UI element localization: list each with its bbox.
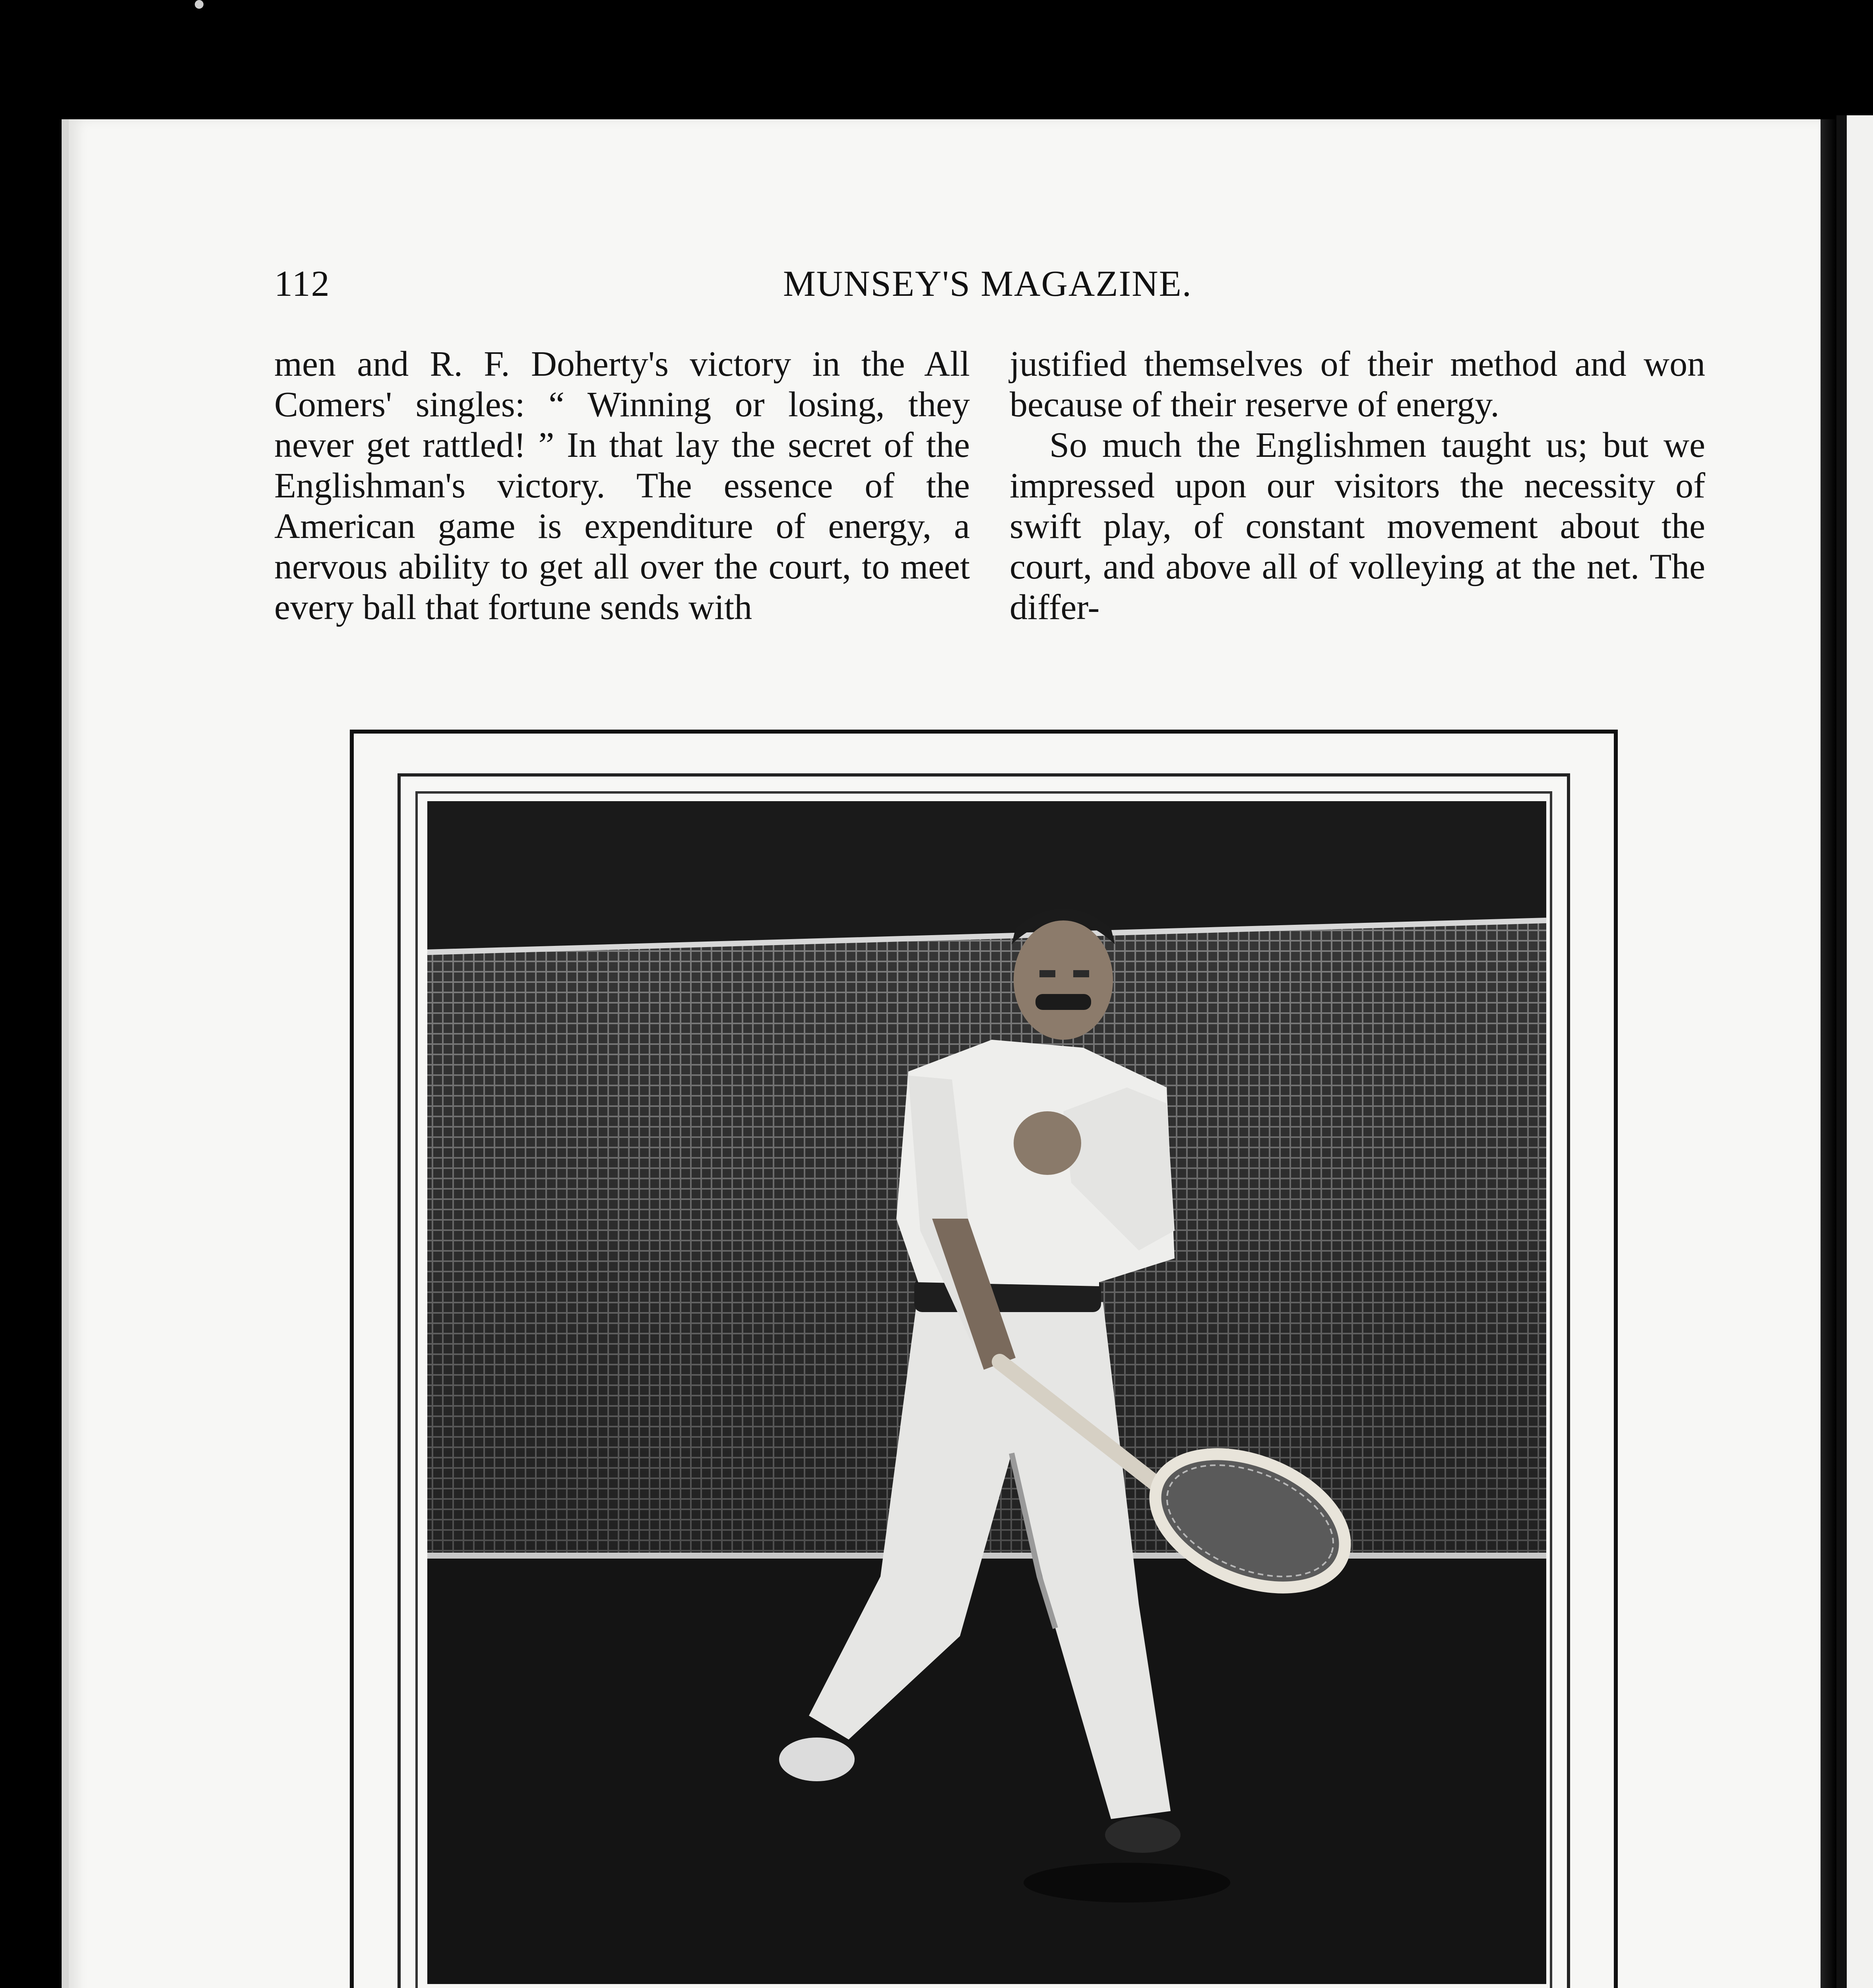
text-column-top-right bbox=[1010, 344, 1705, 628]
tennis-player-photo bbox=[427, 801, 1546, 1984]
paragraph: men and R. F. Doherty's victory in the All Comers' singles: “ Winning or losing, they never get rattled! ” In that lay the secret of the Englishman's victory. The essence of the American game is expenditure of energy, a nervous ability to get all over the court, to meet every ball that fortune sends with bbox=[274, 344, 970, 627]
paragraph: justified themselves of their method and won because of their reserve of energy. bbox=[1010, 344, 1705, 424]
paragraph: So much the Englishmen taught us; but we impressed upon our visitors the necessity of swift play, of constant movement about the court, and above all of volleying at the net. The differ- bbox=[1010, 425, 1705, 627]
page-gutter-shadow bbox=[1821, 119, 1836, 1988]
running-head: MUNSEY'S MAGAZINE. bbox=[783, 263, 1192, 304]
text-column-top-left bbox=[274, 344, 970, 628]
next-page-edge bbox=[1836, 115, 1873, 1988]
scan-speck bbox=[195, 0, 204, 9]
page-header bbox=[274, 262, 1705, 310]
photo-illustration bbox=[427, 801, 1546, 1984]
page-number: 112 bbox=[274, 263, 330, 304]
